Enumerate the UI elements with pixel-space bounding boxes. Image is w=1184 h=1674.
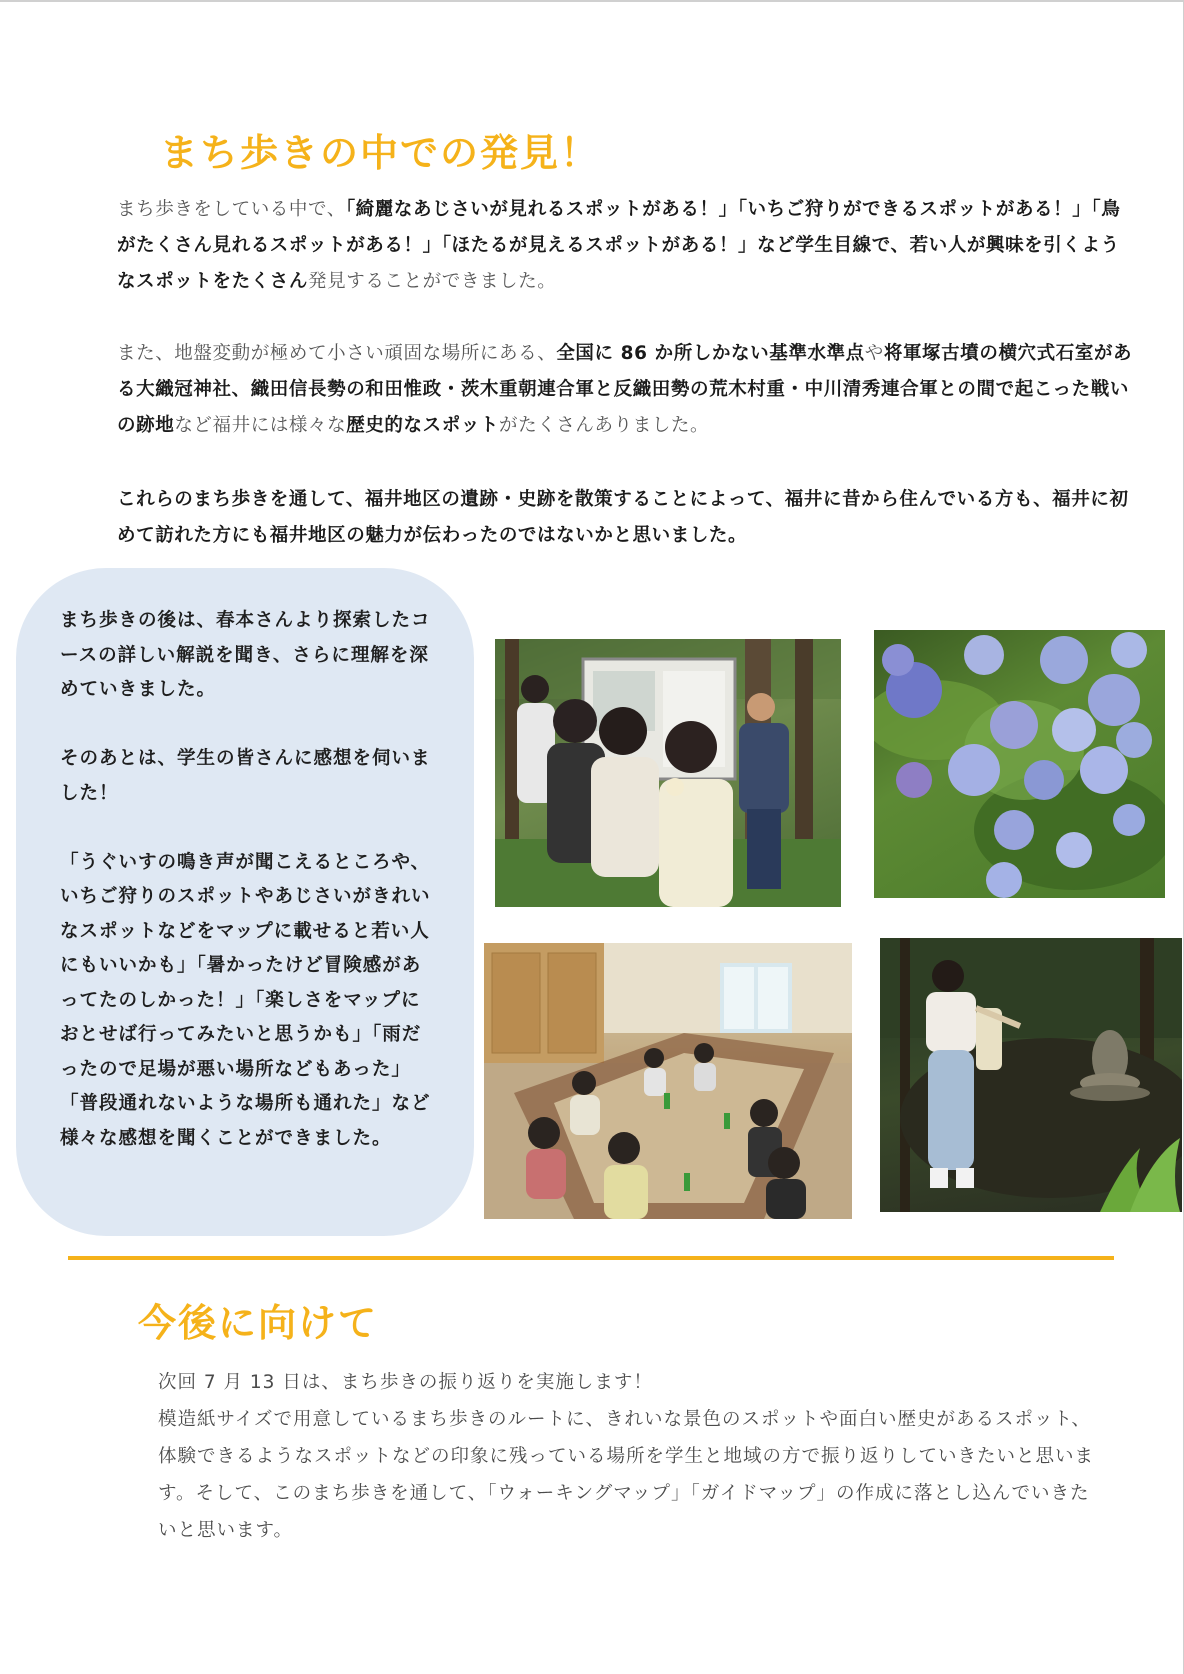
photo-hydrangeas — [874, 630, 1165, 898]
paragraph-summary — [117, 482, 1135, 554]
text-normal: や — [864, 343, 884, 364]
text-normal: がたくさんありました。 — [499, 415, 710, 436]
bubble-paragraph-student-comments: 「うぐいすの鳴き声が聞こえるところや、いちご狩りのスポットやあじさいがきれいなスポットなどをマップに載せると若い人にもいいかも」「暑かったけど冒険感があってたのしかった！」「楽しさをマップにおとせば行ってみたいと思うかも」「雨だったので足場が悪い場所などもあった」「普段通れないような場所も通れた」など様々な感想を聞くことができました。 — [60, 851, 431, 1149]
future-line-plan: 模造紙サイズで用意しているまち歩きのルートに、きれいな景色のスポットや面白い歴史があるスポット、体験できるようなスポットなどの印象に残っている場所を学生と地域の方で振り返りしていきたいと思います。そして、このまち歩きを通して、「ウォーキングマップ」「ガイドマップ」の作成に落とし込んでいきたいと思います。 — [158, 1409, 1095, 1541]
text-normal: 発見することができました。 — [308, 271, 557, 292]
photo-group-at-signboard — [495, 639, 841, 907]
photo-meeting-room — [484, 943, 852, 1219]
section-title-future: 今後に向けて — [138, 1301, 379, 1345]
text-bold: 歴史的なスポット — [346, 415, 500, 436]
section-title-discoveries: まち歩きの中での発見！ — [160, 131, 601, 175]
spacer — [60, 811, 434, 846]
paragraph-discoveries — [117, 192, 1135, 300]
text-bold: これらのまち歩きを通して、福井地区の遺跡・史跡を散策することによって、福井に昔から住んでいる方も、福井に初めて訪れた方にも福井地区の魅力が伝わったのではないかと思いました。 — [117, 489, 1129, 546]
bubble-paragraph-impressions-intro: そのあとは、学生の皆さんに感想を伺いました！ — [60, 748, 431, 804]
text-normal: また、地盤変動が極めて小さい頑固な場所にある、 — [117, 343, 557, 364]
text-bold: 「綺麗なあじさいが見れるスポットがある！」「いちご狩りができるスポットがある！」「鳥がたくさん見れるスポットがある！」「ほたるが見えるスポットがある！」など学生目線で、若い人が興味を引くようなスポットをたくさん — [117, 199, 1121, 292]
photo-pond — [880, 938, 1182, 1212]
text-bold: 全国に 86 か所しかない基準水準点 — [556, 343, 865, 364]
paragraph-future — [158, 1364, 1098, 1549]
text-normal: など福井には様々な — [174, 415, 347, 436]
future-line-next-session: 次回 7 月 13 日は、まち歩きの振り返りを実施します！ — [158, 1372, 653, 1393]
top-border — [0, 0, 1184, 2]
bubble-paragraph-explanation: まち歩きの後は、春本さんより探索したコースの詳しい解説を聞き、さらに理解を深めていきました。 — [60, 610, 431, 700]
comment-bubble — [16, 568, 474, 1236]
text-normal: まち歩きをしている中で、 — [117, 199, 346, 220]
text-bold: 将軍塚古墳の横穴式石室がある大織冠神社、織田信長勢の和田惟政・茨木重朝連合軍と反織田勢の荒木村重・中川清秀連合軍との間で起こった戦いの跡地 — [117, 343, 1133, 436]
spacer — [60, 708, 434, 743]
section-divider — [68, 1256, 1114, 1260]
paragraph-history — [117, 336, 1135, 444]
